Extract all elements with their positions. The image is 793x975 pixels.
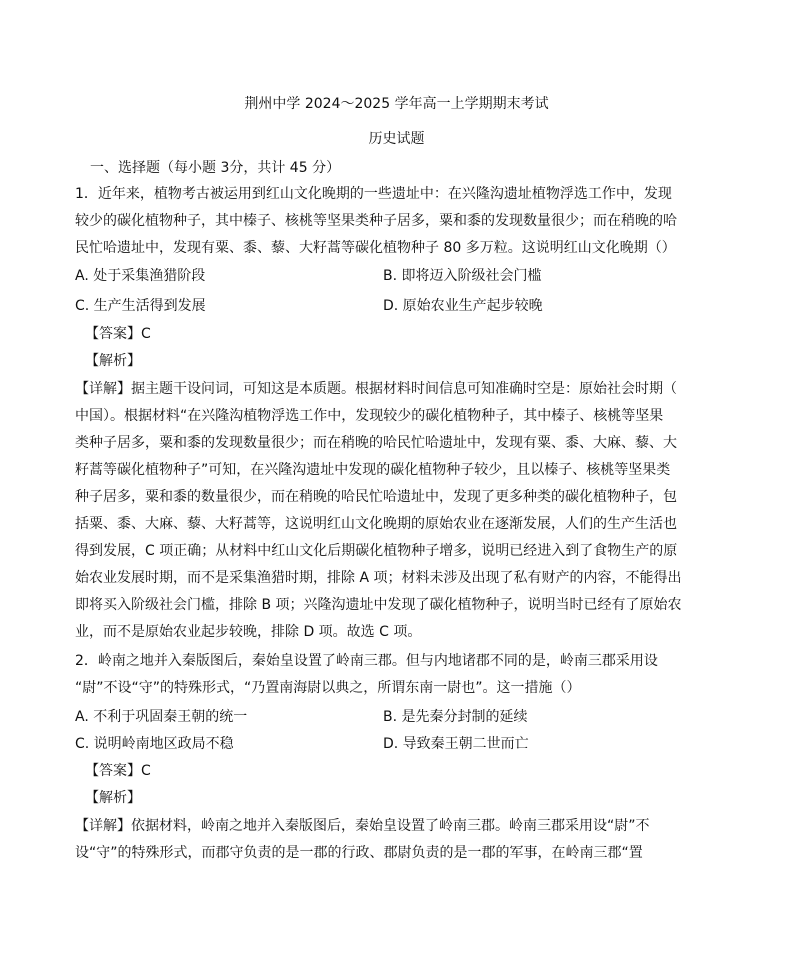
q1-detail-line: 括粟、黍、大麻、藜、大籽蒿等，这说明红山文化晚期的原始农业在逐渐发展，人们的生产生活也 — [75, 516, 677, 532]
q1-detail-line: 中国）。根据材料“在兴隆沟植物浮选工作中，发现较少的碳化植物种子，其中榛子、核桃等坚果 — [75, 408, 664, 424]
q1-analysis-label: 【解析】 — [85, 353, 141, 369]
q2-stem-line: “尉”不设“守”的特殊形式，“乃置南海尉以典之，所谓东南一尉也”。这一措施（） — [75, 680, 581, 696]
q1-detail-line: 籽蒿等碳化植物种子”可知，在兴隆沟遗址中发现的碳化植物种子较少，且以榛子、核桃等坚果类 — [75, 462, 671, 478]
q1-stem-line: 民忙哈遗址中，发现有粟、黍、藜、大籽蒿等碳化植物种子 80 多万粒。这说明红山文化晚期（） — [75, 240, 676, 256]
q1-detail-line: 类种子居多，粟和黍的发现数量很少；而在稍晚的哈民忙哈遗址中，发现有粟、黍、大麻、藜、大 — [75, 435, 677, 451]
q1-option-a: A. 处于采集渔猎阶段 — [75, 268, 206, 284]
q1-option-d: D. 原始农业生产起步较晚 — [383, 298, 543, 314]
q1-option-b: B. 即将迈入阶级社会门槛 — [383, 268, 542, 284]
q1-stem-line: 1．近年来，植物考古被运用到红山文化晚期的一些遗址中：在兴隆沟遗址植物浮选工作中，发现 — [75, 186, 672, 202]
q1-detail-line: 种子居多，粟和黍的数量很少，而在稍晚的哈民忙哈遗址中，发现了更多种类的碳化植物种子，包 — [75, 489, 677, 505]
q2-answer: 【答案】C — [85, 763, 151, 779]
q1-detail-line: 得到发展，C 项正确；从材料中红山文化后期碳化植物种子增多，说明已经进入到了食物生产的原 — [75, 543, 678, 559]
q2-option-a: A. 不利于巩固秦王朝的统一 — [75, 709, 248, 725]
q2-option-d: D. 导致秦王朝二世而亡 — [383, 736, 529, 752]
q1-detail-line: 【详解】据主题干设问词，可知这是本质题。根据材料时间信息可知准确时空是：原始社会时期（ — [75, 381, 677, 397]
q2-detail-line: 【详解】依据材料，岭南之地并入秦版图后，秦始皇设置了岭南三郡。岭南三郡采用设“尉”不 — [75, 818, 650, 834]
q1-detail-line: 始农业发展时期，而不是采集渔猎时期，排除 A 项；材料未涉及出现了私有财产的内容，不能得出 — [75, 570, 682, 586]
q1-detail-line: 业，而不是原始农业起步较晚，排除 D 项。故选 C 项。 — [75, 624, 422, 640]
q2-analysis-label: 【解析】 — [85, 790, 141, 806]
q2-stem-line: 2．岭南之地并入秦版图后，秦始皇设置了岭南三郡。但与内地诸郡不同的是，岭南三郡采用设 — [75, 653, 658, 669]
q2-option-b: B. 是先秦分封制的延续 — [383, 709, 528, 725]
q2-option-c: C. 说明岭南地区政局不稳 — [75, 736, 234, 752]
q2-detail-line: 设“守”的特殊形式，而郡守负责的是一郡的行政、郡尉负责的是一郡的军事，在岭南三郡“置 — [75, 845, 643, 861]
q1-answer: 【答案】C — [85, 326, 151, 342]
q1-detail-line: 即将买入阶级社会门槛，排除 B 项；兴隆沟遗址中发现了碳化植物种子，说明当时已经有了原始农 — [75, 597, 682, 613]
subject-title: 历史试题 — [368, 131, 425, 147]
section-heading: 一、选择题（每小题 3分，共计 45 分） — [90, 160, 341, 176]
q1-option-c: C. 生产生活得到发展 — [75, 298, 206, 314]
q1-stem-line: 较少的碳化植物种子，其中榛子、核桃等坚果类种子居多，粟和黍的发现数量很少；而在稍晚的哈 — [75, 213, 677, 229]
exam-title: 荆州中学 2024～2025 学年高一上学期期末考试 — [244, 96, 549, 112]
